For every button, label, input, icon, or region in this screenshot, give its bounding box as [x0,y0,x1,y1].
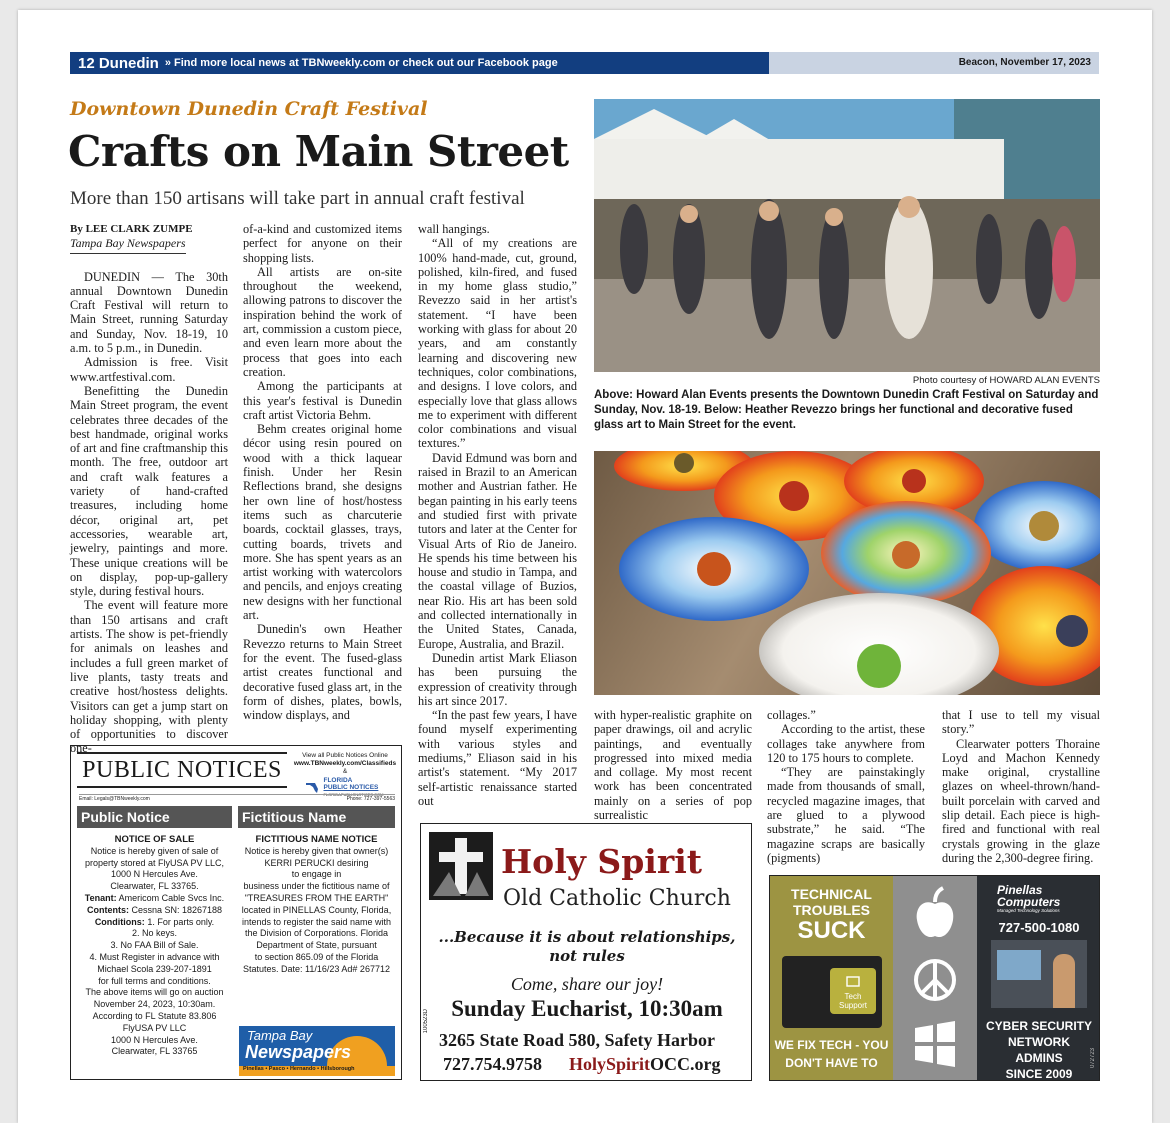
church-service-time: Sunday Eucharist, 10:30am [451,996,723,1021]
conditions-label: Conditions: [94,916,145,927]
byline-org: Tampa Bay Newspapers [70,236,186,253]
public-notices-box [70,745,402,1080]
paragraph: Benefitting the Dunedin Main Street program, the event celebrates three decades of the best handmade, original works of art and fine craftmanship this month. The free, outdoor art and craft walk features a variety of hand-crafted treasures, including home décor, original art, pet accessories, wearable art, jewelry, paintings and more. These unique creations will be on display, pop-up-gallery style, during festival hours. [70,383,228,599]
paragraph: The event will feature more than 150 artisans and craft artists. The show is pet-friendly for animals on leashes and includes a full green market of live plants, tasty treats and creative host/hostess delights. Visitors can get a jump start on holiday shopping, with plenty of opportunities to discover one- [70,598,228,756]
notice-line: The above items will go on auction [85,987,224,998]
logo-areas-text: Pinellas • Pasco • Hernando • Hillsborough [243,1066,355,1072]
notice-line: Michael Scola 239-207-1891 [97,963,212,974]
public-notices-title: PUBLIC NOTICES [77,752,287,788]
byline: By LEE CLARK ZUMPE [70,223,193,235]
florida-label: FLORIDA [323,777,353,784]
office-photo [991,940,1087,1008]
church-invite: Come, share our joy! [510,974,664,994]
tech-support-key [830,968,876,1014]
notice-line: Department of State, pursuant [256,940,377,951]
festival-crowd-photo [594,99,1100,372]
brand-line-1: Pinellas [997,883,1043,897]
fictitious-name-header: Fictitious Name [238,806,395,828]
keyboard-image [782,956,882,1028]
notice-line: for full terms and conditions. [98,975,211,986]
church-tagline [421,928,753,966]
article-deck: More than 150 artisans will take part in annual craft festival [70,188,525,209]
notice-of-sale [77,834,232,1058]
cross-icon [429,832,493,900]
apple-icon [917,888,954,937]
tech-line-2: TROUBLES [793,902,870,918]
notice-line: November 24, 2023, 10:30am. [93,999,216,1010]
notice-line: Notice is hereby given of sale of [90,845,219,856]
notice-line: property stored at FlyUSA PV LLC, [84,857,225,868]
website-part-a: HolySpirit [569,1054,651,1074]
notice-subhead: FICTITIOUS NAME NOTICE [255,834,378,845]
contents-value: Cessna SN: 18267188 [128,904,223,915]
paragraph: of-a-kind and customized items perfect for anyone on their shopping lists. [243,222,402,265]
paragraph: “They are painstakingly made from thousands of small, recycled magazine images, that are glued to a plywood substrate,” he said. “The magazine scraps are basically (pigments) [767,765,925,865]
brand-tagline: Managed Technology Solutions [997,908,1060,913]
paragraph: Behm creates original home décor using resin poured on wood with a thick laquear finish. Under her Resin Reflections brand, she designs her own line of host/hostess items such as charcuterie boards, cocktail glasses, trays, cutting boards, trivets and more. She has spent years as an artist working with watercolors and pencils, and enjoys creating new designs with her functional art. [243,422,402,623]
church-address: 3265 State Road 580, Safety Harbor [439,1030,715,1050]
tenant-label: Tenant: [84,892,117,903]
public-notices-contact [79,794,395,802]
tech-headline [770,886,893,944]
church-name: Holy Spirit [501,842,702,881]
paragraph: DUNEDIN — The 30th annual Downtown Dunedin Craft Festival will return to Main Street, running Saturday and Sunday, Nov. 18-19, 10 a.m. to 5 p.m., in Dunedin. [70,269,228,356]
paragraph: David Edmund was born and raised in Brazil to an American mother and Austrian father. He began painting in his early teens and studied first with private tutors and later at the Center for Visual Arts of Rio de Janeiro. He spends his time between his house and studio in Tampa, and the coastal village of Buzios, near Rio. His art has been sold and collected internationally in the United States, Canada, Europe, Australia, and Brazil. [418,450,577,651]
brand-logo [997,884,1060,914]
notice-line: 3. No FAA Bill of Sale. [110,940,199,951]
notice-line: to section 865.09 of the Florida [254,951,379,962]
paragraph: Admission is free. Visit www.artfestival.com. [70,355,228,384]
notice-line: FlyUSA PV LLC [122,1022,187,1033]
conditions-value: 1. For parts only. [144,916,215,927]
notice-line: 1000 N Hercules Ave. [111,869,198,880]
paragraph: Dunedin artist Mark Eliason has been pursuing the expression of creativity through his art since 2017. [418,650,577,708]
ad-code: 100523D [423,1009,429,1034]
tbn-logo [239,1026,395,1076]
photo-credit: Photo courtesy of HOWARD ALAN EVENTS [912,375,1100,386]
tech-line-1: TECHNICAL [791,886,872,902]
logo-main-text: Newspapers [245,1042,352,1062]
article-column-3 [418,222,577,808]
notice-phone: Phone: 727-397-5563 [346,796,395,802]
paragraph: collages.” [767,708,816,722]
notice-line: intends to register the said name with [241,916,392,927]
notice-email[interactable]: Email: Legals@TBNweekly.com [79,796,150,802]
tenant-line [77,893,232,905]
paragraph: wall hangings. [418,222,490,236]
notice-line: located in PINELLAS County, Florida, [241,904,392,915]
article-column-5 [767,708,925,865]
public-notice-header: Public Notice [77,806,232,828]
notice-line: 1000 N Hercules Ave. [111,1034,198,1045]
glass-flowers-illustration [594,451,1100,695]
tech-phone: 727-500-1080 [998,920,1080,935]
paragraph: with hyper-realistic graphite on paper drawings, oil and acrylic paintings, and eventually progressed into mixed media and collage. My most recent work has been concentrated mainly on a series of pop surrealistic [594,708,752,823]
church-phone: 727.754.9758 [443,1054,542,1074]
dateline: Beacon, November 17, 2023 [769,52,1099,74]
tech-ad-right-panel [977,876,1100,1081]
online-line: View all Public Notices Online [302,752,388,759]
fpn-url[interactable]: FLORIDAPUBLICNOTICES.COM [323,792,384,797]
festival-crowd-illustration [594,99,1100,372]
ad-code: 072723 [1090,1048,1096,1069]
service-line-1: CYBER SECURITY [985,1019,1092,1033]
classifieds-link[interactable]: www.TBNweekly.com/Classifieds [293,760,397,767]
wrench-screen-icon [846,976,860,988]
tech-ad-icons-panel [893,876,977,1081]
article-column-2 [243,222,402,722]
notice-line: Notice is hereby given that owner(s) [244,845,389,856]
person-figure [1053,954,1075,1008]
fpn-label: PUBLIC NOTICES [323,784,379,791]
tech-slogan [770,1036,893,1072]
key-label: Tech Support [838,992,868,1010]
paragraph: According to the artist, these collages take anywhere from 120 to 175 hours to complete. [767,722,925,765]
contents-line [77,905,232,917]
article-kicker: Downtown Dunedin Craft Festival [70,98,428,120]
florida-map-icon [306,782,320,794]
logo-top-text: Tampa Bay [247,1028,313,1043]
tenant-value: Americom Cable Svcs Inc. [116,892,225,903]
article-column-1 [70,222,228,756]
church-ad [420,823,752,1081]
notice-line: Clearwater, FL 33765. [110,881,199,892]
brand-line-2: Computers [997,895,1061,909]
notice-line: Clearwater, FL 33765 [111,1046,198,1057]
notice-line: KERRI PERUCKI desiring [264,857,369,868]
service-line-4: SINCE 2009 [1005,1067,1073,1081]
fictitious-name-notice [238,834,395,976]
notice-line: to engage in [291,869,342,880]
service-line-2: NETWORK [1008,1035,1070,1049]
service-line-3: ADMINS [1015,1051,1063,1065]
paragraph: that I use to tell my visual story.” [942,708,1100,737]
paragraph: “In the past few years, I have found myself experimenting with various styles and mediums,” Eliason said in his artist's statement. “My 2017 self-artistic renaissance started out [418,708,577,808]
glass-flowers-photo [594,451,1100,695]
contents-label: Contents: [86,904,129,915]
monitor-screen [997,950,1041,980]
tech-services [977,1018,1100,1081]
public-notices-online [293,752,397,798]
conditions-line [77,917,232,929]
windows-icon [915,1021,955,1067]
notice-line: Statutes. Date: 11/16/23 Ad# 267712 [243,963,390,974]
notice-line: 2. No keys. [131,928,178,939]
slogan-line-2: DON'T HAVE TO [785,1056,878,1070]
notice-subhead: NOTICE OF SALE [114,834,195,845]
paragraph: Dunedin's own Heather Revezzo returns to Main Street for the event. The fused-glass artist creates functional and decorative fused glass art, in the form of dishes, plates, bowls, window displays, and [243,622,402,723]
church-website[interactable] [569,1054,721,1075]
paragraph: Clearwater potters Thoraine Loyd and Machon Kennedy make original, crystalline glazes on wheel-thrown/hand-built porcelain with carved and slip detail. Each piece is high-fired and functional with real crystals growing in the glaze during the 2,300-degree firing. [942,736,1100,865]
website-part-b: OCC.org [650,1054,721,1074]
tech-ad-left-panel [770,876,893,1081]
newspaper-page [18,10,1152,1123]
paragraph: All artists are on-site throughout the weekend, allowing patrons to discover the inspiration behind the work of art, commission a custom piece, and even learn more about the process that goes into each creation. [243,264,402,379]
article-headline: Crafts on Main Street [68,127,569,176]
notice-line: "TREASURES FROM THE EARTH" [244,892,389,903]
paragraph: Among the participants at this year's festival is Dunedin craft artist Victoria Behm. [243,379,402,422]
peace-icon [916,961,954,999]
slogan-line-1: WE FIX TECH - YOU [774,1038,889,1052]
notice-line: the Division of Corporations. Florida [244,928,389,939]
page-number: 12 Dunedin [78,54,159,72]
ampersand: & [342,768,348,775]
tech-ad [769,875,1100,1081]
photo-caption: Above: Howard Alan Events presents the Downtown Dunedin Craft Festival on Saturday and Sunday, Nov. 18-19. Below: Heather Revezzo brings her functional and decorative fused glass art to Main Street for the event. [594,389,1099,431]
article-column-6 [942,708,1100,865]
church-subtitle: Old Catholic Church [503,886,731,911]
notice-line: According to FL Statute 83.806 [92,1010,217,1021]
tagline-line-2: not rules [549,947,625,965]
paragraph: “All of my creations are 100% hand-made, cut, ground, polished, kiln-fired, and fused in my home glass studio,” Revezzo said in her artist's statement. “I have been working with glass for about 20 years, and am constantly learning and discovering new techniques, color combinations, and designs. I love colors, and especially love that glass allows me to experiment with different color combinations and visual textures.” [418,236,577,451]
more-news-link[interactable]: » Find more local news at TBNweekly.com or check out our Facebook page [164,57,558,69]
tagline-line-1: ...Because it is about relationships, [438,928,736,946]
notice-line: 4. Must Register in advance with [89,951,220,962]
notice-line: business under the fictitious name of [243,881,390,892]
article-column-4 [594,708,752,822]
section-header-bar [70,52,769,74]
tech-line-3: SUCK [797,917,866,944]
